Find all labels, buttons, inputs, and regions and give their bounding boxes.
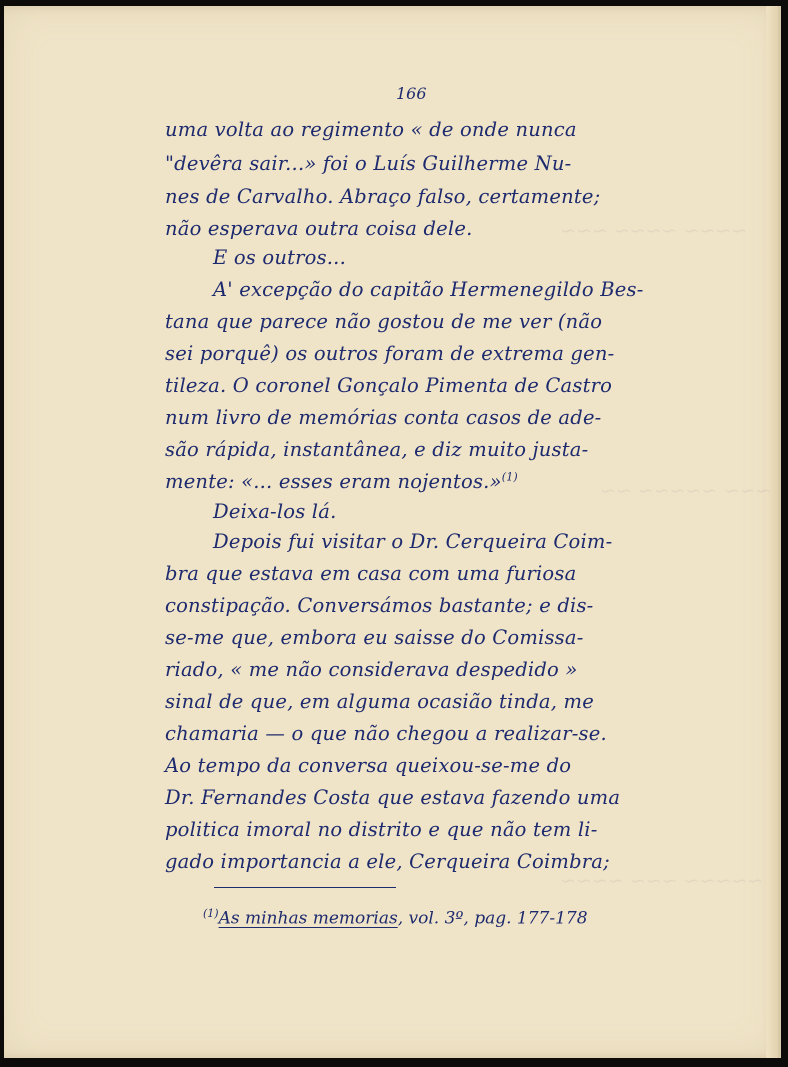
- text-line: politica imoral no distrito e que não tem li-: [165, 818, 598, 841]
- text-line: constipação. Conversámos bastante; e dis-: [165, 594, 594, 617]
- text-line: Deixa-los lá.: [213, 500, 337, 523]
- text-line: Ao tempo da conversa queixou-se-me do: [165, 754, 572, 777]
- text-line: tileza. O coronel Gonçalo Pimenta de Castro: [165, 374, 613, 397]
- show-through-text: ~~~~ ~~~~ ~~~: [560, 220, 748, 242]
- footnote-reference: (1): [501, 470, 518, 484]
- text-line: sei porquê) os outros foram de extrema gen-: [165, 342, 615, 365]
- text-line: são rápida, instantânea, e diz muito justa-: [165, 438, 589, 461]
- footnote-rule: [214, 887, 396, 888]
- show-through-text: ~~~ ~~~~~ ~~: [600, 480, 772, 502]
- text-line-content: mente: «... esses eram nojentos.»: [165, 470, 502, 493]
- text-line: sinal de que, em alguma ocasião tinda, me: [165, 690, 594, 713]
- text-line: uma volta ao regimento « de onde nunca: [165, 118, 577, 141]
- footnote-reference-text: , vol. 3º, pag. 177-178: [397, 908, 588, 929]
- footnote-title: As minhas memorias: [218, 908, 398, 929]
- text-line: A' excepção do capitão Hermenegildo Bes-: [213, 278, 644, 301]
- footnote: [203, 907, 588, 929]
- text-line: Depois fui visitar o Dr. Cerqueira Coim-: [213, 530, 613, 553]
- page-edge: [766, 6, 778, 1058]
- show-through-text: ~~~~~ ~~~ ~~~~: [560, 870, 764, 892]
- text-line: gado importancia a ele, Cerqueira Coimbra;: [165, 850, 610, 873]
- text-line: riado, « me não considerava despedido »: [165, 658, 578, 681]
- footnote-marker: (1): [203, 907, 219, 920]
- text-line: bra que estava em casa com uma furiosa: [165, 562, 577, 585]
- text-line: [165, 470, 518, 493]
- text-line: num livro de memórias conta casos de ade-: [165, 406, 602, 429]
- text-line: tana que parece não gostou de me ver (não: [165, 310, 603, 333]
- page-number: 166: [396, 84, 427, 103]
- text-line: chamaria — o que não chegou a realizar-se.: [165, 722, 607, 745]
- text-line: "devêra sair...» foi o Luís Guilherme Nu-: [165, 152, 572, 175]
- text-line: E os outros...: [213, 246, 346, 269]
- text-line: Dr. Fernandes Costa que estava fazendo uma: [165, 786, 621, 809]
- text-line: se-me que, embora eu saisse do Comissa-: [165, 626, 584, 649]
- text-line: não esperava outra coisa dele.: [165, 217, 473, 240]
- text-line: nes de Carvalho. Abraço falso, certamente;: [165, 185, 601, 208]
